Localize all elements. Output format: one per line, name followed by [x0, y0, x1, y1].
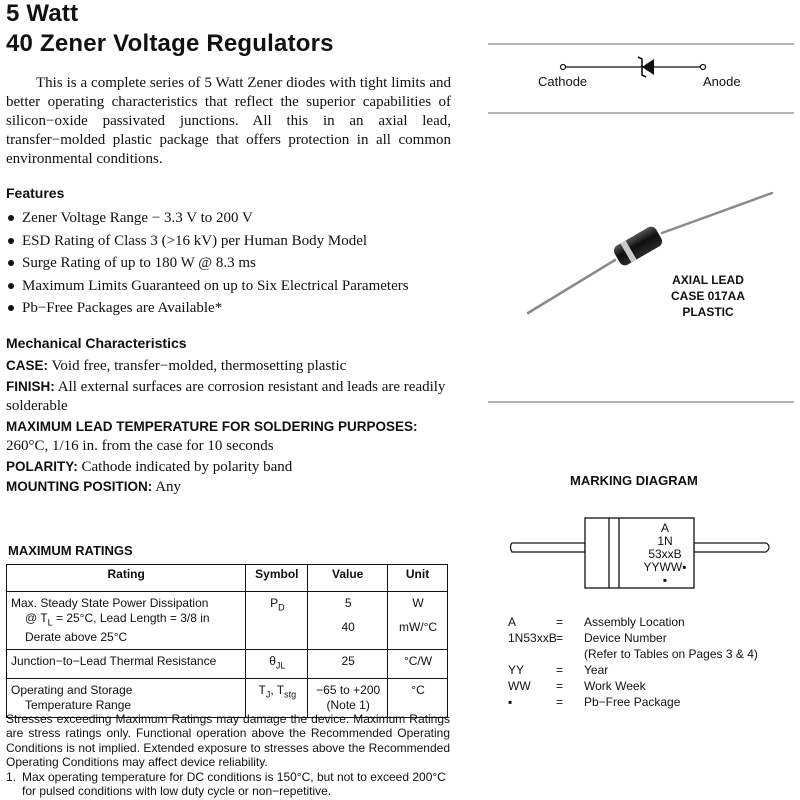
legend-code: ▪: [508, 695, 513, 709]
table-header-row: [7, 565, 448, 592]
legend-equals: =: [556, 631, 564, 645]
feature-item: Maximum Limits Guaranteed on up to Six Electrical Parameters: [6, 275, 456, 298]
table-row: [7, 592, 448, 650]
case-text: Void free, transfer−molded, thermosetting plastic: [51, 358, 347, 374]
symbol-text: , T: [270, 682, 285, 697]
unit-text: W: [412, 596, 424, 610]
legend-description: Work Week: [584, 679, 646, 693]
marking-text: ▪: [662, 573, 668, 587]
column-header-value: Value: [308, 565, 388, 592]
maxtemp-text: 260°C, 1/16 in. from the case for 10 seconds: [6, 438, 274, 454]
legend-description: Year: [584, 663, 609, 677]
legend-equals: [556, 646, 584, 662]
feature-item: Zener Voltage Range − 3.3 V to 200 V: [6, 207, 456, 230]
table-row: [7, 650, 448, 678]
polarity-spec: [6, 457, 451, 478]
legend-description: Device Number: [584, 631, 667, 645]
legend-row: [508, 662, 758, 678]
anode-label: Anode: [703, 74, 741, 89]
ratings-table: [6, 564, 448, 718]
footnote-text: Max operating temperature for DC conditions is 150°C, but not to exceed 200°C for pulsed conditions with low duty cycle or non−repetitive.: [22, 769, 446, 799]
marking-legend: [508, 614, 758, 710]
ratings-notes: [6, 712, 450, 798]
symbol-cell: [246, 650, 308, 678]
rating-text: @ T: [25, 611, 48, 625]
rating-line: Operating and Storage: [11, 682, 133, 697]
legend-row: [508, 630, 758, 646]
value-text: (Note 1): [326, 697, 370, 712]
polarity-text: Cathode indicated by polarity band: [81, 458, 293, 475]
features-heading: Features: [6, 185, 65, 201]
value-cell: 25: [308, 650, 388, 678]
value-text: 40: [341, 620, 355, 634]
value-text: 5: [344, 596, 352, 610]
package-line: AXIAL LEAD: [672, 273, 744, 287]
legend-code: WW: [508, 679, 531, 693]
finish-text: All external surfaces are corrosion resistant and leads are readily solderable: [6, 378, 446, 414]
maxtemp-label: MAXIMUM LEAD TEMPERATURE FOR SOLDERING PURPOSES:: [6, 418, 418, 434]
legend-row: [508, 646, 758, 662]
value-cell: [308, 592, 388, 650]
page-title-line1: 5 Watt: [6, 0, 79, 27]
finish-label: FINISH:: [6, 378, 55, 394]
column-header-symbol: Symbol: [246, 565, 308, 592]
rating-text: = 25°C, Lead Length = 3/8 in: [52, 611, 210, 625]
cathode-label: Cathode: [538, 74, 588, 89]
unit-cell: °C/W: [388, 650, 448, 678]
ratings-heading: MAXIMUM RATINGS: [8, 543, 133, 558]
mounting-spec: [6, 477, 451, 498]
footnote-number: 1.: [6, 769, 17, 784]
mounting-label: MOUNTING POSITION:: [6, 479, 153, 494]
footnote: [6, 770, 450, 799]
feature-item: Surge Rating of up to 180 W @ 8.3 ms: [6, 252, 456, 275]
symbol-subscript: D: [278, 602, 285, 613]
package-label: [662, 272, 754, 320]
legend-row: [508, 694, 758, 710]
rating-cell: [7, 592, 246, 650]
legend-row: [508, 614, 758, 630]
legend-row: [508, 678, 758, 694]
symbol-text: P: [270, 596, 279, 610]
unit-cell: °C: [388, 678, 448, 717]
case-spec: [6, 356, 451, 377]
divider: [488, 112, 794, 114]
mounting-text: Any: [155, 479, 182, 495]
symbol-cell: [246, 592, 308, 650]
rating-line: [11, 611, 242, 630]
column-header-rating: Rating: [7, 565, 246, 592]
symbol-text: T: [258, 682, 266, 697]
rating-line: Temperature Range: [25, 697, 132, 712]
rating-line: Max. Steady State Power Dissipation: [11, 596, 209, 610]
divider: [488, 401, 794, 403]
legend-description: Pb−Free Package: [584, 695, 681, 709]
features-list: [6, 207, 456, 320]
polarity-label: POLARITY:: [6, 458, 78, 474]
legend-code: A: [508, 615, 517, 629]
feature-item: Pb−Free Packages are Available*: [6, 297, 456, 320]
legend-code: YY: [508, 663, 525, 677]
maxtemp-spec: [6, 417, 451, 457]
package-line: CASE 017AA: [670, 289, 746, 303]
package-line: PLASTIC: [682, 305, 734, 319]
symbol-subscript: J: [265, 689, 271, 700]
marking-text: A: [660, 521, 669, 535]
value-text: −65 to +200: [316, 682, 381, 697]
legend-description: Assembly Location: [584, 615, 685, 629]
feature-item: ESD Rating of Class 3 (>16 kV) per Human Body Model: [6, 230, 456, 253]
rating-cell: Junction−to−Lead Thermal Resistance: [7, 650, 246, 678]
symbol-text: θ: [269, 654, 276, 669]
divider: [488, 43, 794, 45]
legend-equals: =: [556, 615, 564, 629]
unit-cell: [388, 592, 448, 650]
marking-text: 53xxB: [648, 547, 682, 561]
rating-line: Derate above 25°C: [25, 630, 128, 645]
unit-text: mW/°C: [398, 620, 438, 634]
legend-equals: =: [556, 679, 564, 693]
symbol-subscript: stg: [284, 689, 297, 700]
legend-equals: =: [556, 663, 564, 677]
column-header-unit: Unit: [388, 565, 448, 592]
legend-equals: =: [556, 695, 564, 709]
marking-text: YYWW▪: [643, 560, 687, 574]
page-title-line2: 40 Zener Voltage Regulators: [6, 30, 334, 57]
stress-note: Stresses exceeding Maximum Ratings may damage the device. Maximum Ratings are stress ratings only. Functional operation above the Recommended Operating Conditions is not implied. Extended exposure to stresses above the Recommended Operating Conditions may affect device reliability.: [6, 712, 450, 770]
intro-paragraph: This is a complete series of 5 Watt Zener diodes with tight limits and better operating characteristics that reflect the superior capabilities of silicon−oxide passivated junctions. All this in an axial lead, transfer−molded plastic package that offers protection in all common environmental conditions.: [6, 75, 451, 167]
legend-code: [508, 646, 556, 662]
legend-code: 1N53xxB: [508, 631, 557, 645]
marking-heading: MARKING DIAGRAM: [570, 473, 698, 488]
rating-subscript: L: [47, 617, 53, 628]
symbol-subscript: JL: [275, 660, 286, 671]
marking-text: 1N: [657, 534, 673, 548]
mechanical-heading: Mechanical Characteristics: [6, 335, 187, 351]
finish-spec: [6, 377, 451, 417]
mechanical-characteristics: [6, 356, 451, 498]
case-label: CASE:: [6, 358, 49, 373]
legend-description: (Refer to Tables on Pages 3 & 4): [584, 647, 758, 661]
